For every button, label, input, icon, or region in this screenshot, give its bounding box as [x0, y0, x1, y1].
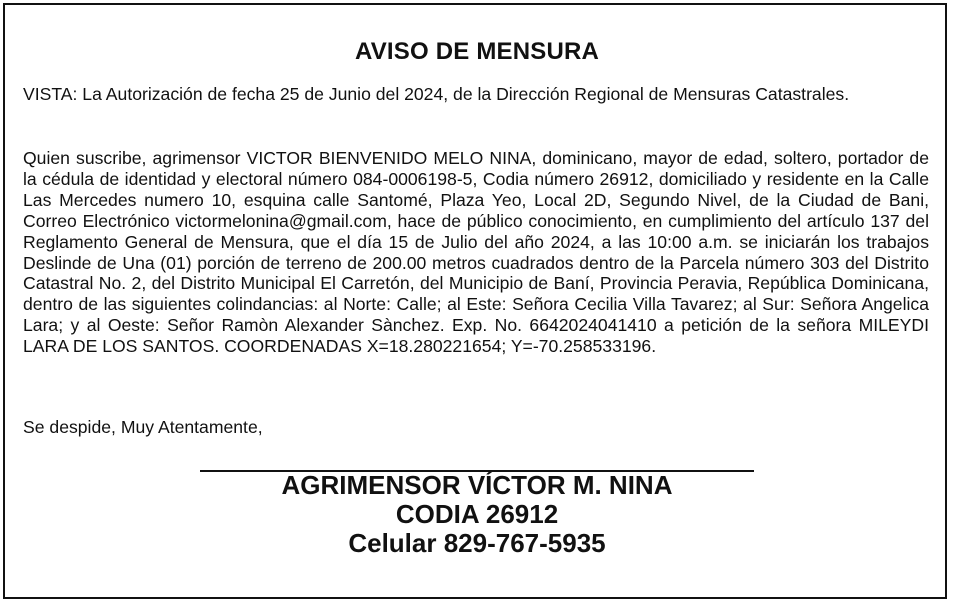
closing-line: Se despide, Muy Atentamente, — [23, 417, 263, 437]
notice-title: AVISO DE MENSURA — [354, 38, 600, 65]
notice-body-paragraph: Quien suscribe, agrimensor VICTOR BIENVENIDO MELO NINA, dominicano, mayor de edad, soltero, portador de la cédula de identidad y electoral número 084-0006198-5, Codia número 26912, domiciliado y residente en la Calle Las Mercedes numero 10, esquina calle Santomé, Plaza Yeo, Local 2D, Segundo Nivel, de la Ciudad de Bani, Correo Electrónico victormelonina@gmail.com, hace de público conocimiento, en cumplimiento del artículo 137 del Reglamento General de Mensura, que el día 15 de Julio del año 2024, a las 10:00 a.m. se iniciarán los trabajos Deslinde de Una (01) porción de terreno de 200.00 metros cuadrados dentro de la Parcela número 303 del Distrito Catastral No. 2, del Distrito Municipal El Carretón, del Municipio de Baní, Provincia Peravia, República Dominicana, dentro de las siguientes colindancias: al Norte: Calle; al Este: Señora Cecilia Villa Tavarez; al Sur: Señora Angelica Lara; y al Oeste: Señor Ramòn Alexander Sànchez. Exp. No. 6642024041410 a petición de la señora MILEYDI LARA DE LOS SANTOS. COORDENADAS X=18.280221654; Y=-70.258533196. — [23, 148, 929, 357]
notice-frame — [3, 3, 947, 599]
vista-paragraph: VISTA: La Autorización de fecha 25 de Junio del 2024, de la Dirección Regional de Mensuras Catastrales. — [23, 84, 850, 104]
signatory-codia: CODIA 26912 — [395, 499, 559, 529]
signatory-phone: Celular 829-767-5935 — [348, 528, 606, 558]
signatory-name: AGRIMENSOR VÍCTOR M. NINA — [281, 470, 673, 500]
